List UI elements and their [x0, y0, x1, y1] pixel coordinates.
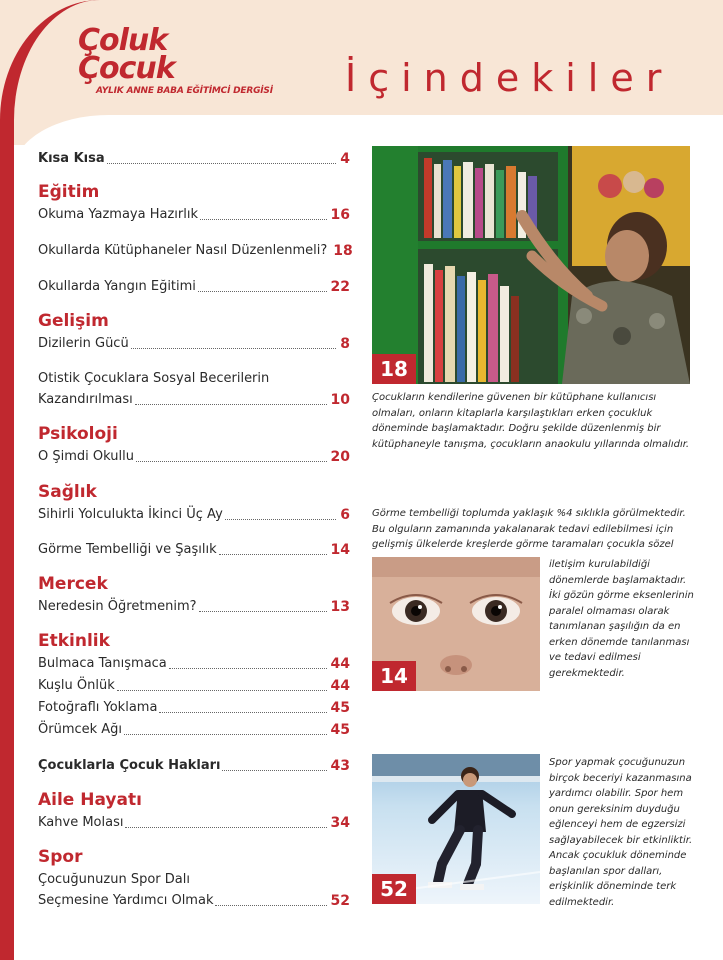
child-eyes-photo [372, 557, 540, 691]
toc-entry-line1[interactable]: Otistik Çocuklara Sosyal Becerilerin [38, 371, 270, 386]
toc-entry[interactable]: Örümcek Ağı 45 [38, 722, 350, 738]
section-gelisim: Gelişim [38, 311, 109, 331]
section-spor: Spor [38, 847, 83, 867]
toc-entry-kisa-kisa[interactable] [38, 150, 350, 168]
toc-entry[interactable]: Sihirli Yolculukta İkinci Üç Ay 6 [38, 507, 350, 523]
sport-caption: Spor yapmak çocuğunuzun birçok beceriyi kazanmasına yardımcı olabilir. Spor hem onun gereksinim duyduğu eğlenceyi hem de egzersizi sağlayabilecek bir etkinliktir. Ancak çocukluk döneminde başlanılan spor dalları, erişkinlik döneminde terk edilmektedir. [549, 757, 693, 908]
section-mercek: Mercek [38, 574, 108, 594]
toc-entry[interactable]: Okullarda Yangın Eğitimi 22 [38, 279, 350, 295]
toc-entry-line1[interactable]: Çocuğunuzun Spor Dalı [38, 872, 190, 887]
section-psikoloji: Psikoloji [38, 424, 118, 444]
toc-entry[interactable]: O Şimdi Okullu 20 [38, 449, 350, 465]
toc-entry[interactable]: Bulmaca Tanışmaca 44 [38, 656, 350, 672]
page-badge: 18 [372, 354, 416, 384]
logo-line-2: Çocuk [78, 51, 175, 86]
vision-caption-top: Görme tembelliği toplumda yaklaşık %4 sıklıkla görülmektedir. Bu olguların zamanında yakalanarak tedavi edilebilmesi için gelişmiş ülkelerde kreşlerde görme taramaları çocukla sözel [372, 508, 686, 550]
toc-entry[interactable]: Neredesin Öğretmenim? 13 [38, 599, 350, 615]
toc-entry-page: 4 [340, 151, 350, 167]
logo-line-1: Çoluk [78, 23, 168, 58]
section-egitim: Eğitim [38, 182, 100, 202]
toc-entry[interactable]: Görme Tembelliği ve Şaşılık 14 [38, 542, 350, 558]
toc-entry[interactable]: Kahve Molası 34 [38, 815, 350, 831]
toc-entry[interactable]: Kuşlu Önlük 44 [38, 678, 350, 694]
child-at-bookshelf-illustration [372, 146, 690, 384]
library-photo [372, 146, 690, 384]
toc-entry-title: Kısa Kısa [38, 151, 105, 166]
page-badge: 14 [372, 661, 416, 691]
section-saglik: Sağlık [38, 482, 97, 502]
magazine-logo [76, 20, 296, 100]
page-title: İçindekiler [345, 56, 674, 100]
toc-entry[interactable]: Fotoğraflı Yoklama 45 [38, 700, 350, 716]
section-etkinlik: Etkinlik [38, 631, 110, 651]
toc-entry[interactable]: Dizilerin Gücü 8 [38, 336, 350, 352]
toc-entry[interactable]: Seçmesine Yardımcı Olmak 52 [38, 893, 350, 909]
toc-entry[interactable]: Okuma Yazmaya Hazırlık 16 [38, 207, 350, 223]
library-caption: Çocukların kendilerine güvenen bir kütüphane kullanıcısı olmaları, onların kitaplarla karşılaştıkları erken çocukluk döneminde başlamaktadır. Doğru şekilde düzenlenmiş bir kütüphaneyle tanışma, çocukların anaokulu yıllarında olmalıdır. [372, 392, 690, 450]
ice-skating-photo [372, 754, 540, 904]
section-aile-hayati: Aile Hayatı [38, 790, 142, 810]
toc-entry[interactable]: Kazandırılması 10 [38, 392, 350, 408]
vision-caption-side: iletişim kurulabildiği dönemlerde başlamaktadır. İki gözün görme eksenlerinin paralel olmaması olarak tanımlanan şaşılığın da en erken dönemde tanılanması ve tedavi edilmesi gerekmektedir. [549, 559, 694, 679]
toc-entry[interactable]: Okullarda Kütüphaneler Nasıl Düzenlenmeli? 18 [38, 243, 353, 259]
logo-subtitle: AYLIK ANNE BABA EĞİTİMCİ DERGİSİ [96, 86, 273, 96]
toc-entry-cocuk-haklari[interactable]: Çocuklarla Çocuk Hakları 43 [38, 758, 350, 774]
page-badge: 52 [372, 874, 416, 904]
